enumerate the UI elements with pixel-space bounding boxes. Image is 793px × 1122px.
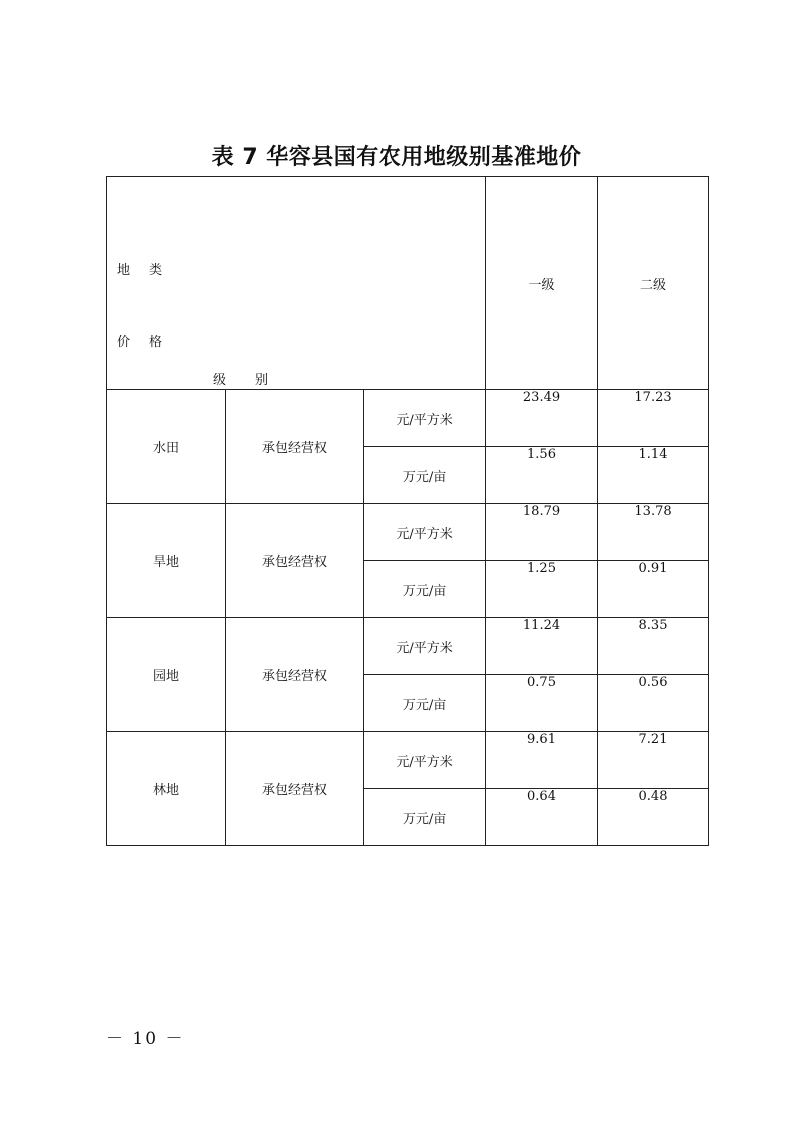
value-cell: 0.91 <box>598 561 709 618</box>
table-title: 表 7 华容县国有农用地级别基准地价 <box>211 145 582 170</box>
column-header-grade-1: 一级 <box>486 177 598 390</box>
value-cell: 7.21 <box>598 732 709 789</box>
value-cell: 13.78 <box>598 504 709 561</box>
table-row <box>107 390 709 447</box>
column-header-grade-2: 二级 <box>598 177 709 390</box>
table-row <box>107 618 709 675</box>
land-type-cell: 旱地 <box>107 504 226 618</box>
right-type-cell: 承包经营权 <box>226 390 364 504</box>
right-type-cell: 承包经营权 <box>226 618 364 732</box>
unit-cell: 万元/亩 <box>364 447 486 504</box>
right-type-cell: 承包经营权 <box>226 504 364 618</box>
unit-cell: 元/平方米 <box>364 618 486 675</box>
table-header-row <box>107 177 709 390</box>
land-price-table <box>106 176 709 846</box>
land-type-cell: 园地 <box>107 618 226 732</box>
value-cell: 23.49 <box>486 390 598 447</box>
value-cell: 9.61 <box>486 732 598 789</box>
land-type-cell: 林地 <box>107 732 226 846</box>
corner-label-land-type: 类 <box>149 263 163 278</box>
value-cell: 0.64 <box>486 789 598 846</box>
unit-cell: 万元/亩 <box>364 675 486 732</box>
table-row <box>107 504 709 561</box>
value-cell: 8.35 <box>598 618 709 675</box>
page-number: － 10 － <box>106 1029 185 1049</box>
unit-cell: 元/平方米 <box>364 390 486 447</box>
table-row <box>107 732 709 789</box>
value-cell: 0.75 <box>486 675 598 732</box>
value-cell: 0.56 <box>598 675 709 732</box>
value-cell: 1.14 <box>598 447 709 504</box>
corner-label-price: 价 <box>117 335 131 350</box>
value-cell: 1.25 <box>486 561 598 618</box>
unit-cell: 万元/亩 <box>364 561 486 618</box>
value-cell: 18.79 <box>486 504 598 561</box>
corner-label-grade: 级 <box>213 373 227 388</box>
land-type-cell: 水田 <box>107 390 226 504</box>
unit-cell: 元/平方米 <box>364 504 486 561</box>
corner-label-grade: 别 <box>255 373 269 388</box>
unit-cell: 元/平方米 <box>364 732 486 789</box>
corner-label-land-type: 地 <box>117 263 131 278</box>
right-type-cell: 承包经营权 <box>226 732 364 846</box>
value-cell: 17.23 <box>598 390 709 447</box>
value-cell: 1.56 <box>486 447 598 504</box>
corner-label-price: 格 <box>149 335 163 350</box>
header-corner-cell <box>107 177 486 390</box>
value-cell: 0.48 <box>598 789 709 846</box>
unit-cell: 万元/亩 <box>364 789 486 846</box>
value-cell: 11.24 <box>486 618 598 675</box>
